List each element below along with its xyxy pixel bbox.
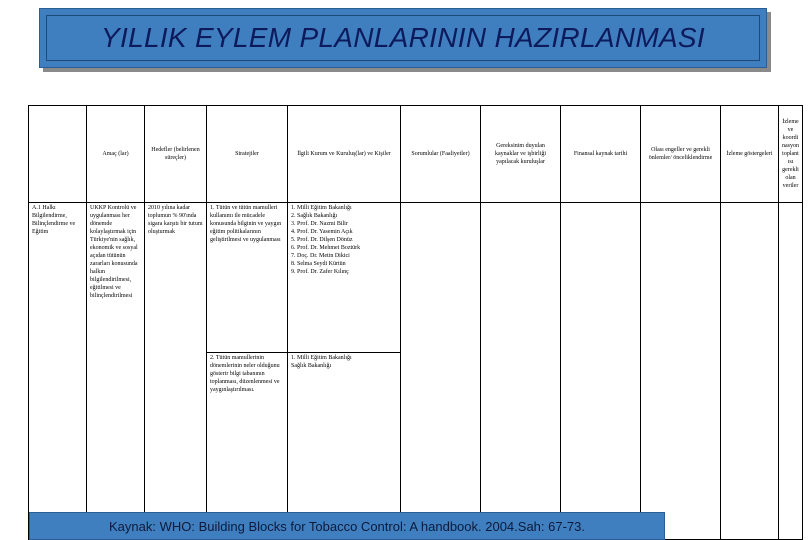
cell-area: A.1 Halkı Bilgilendirme, Bilinçlendirme ve Eğitim [29, 203, 87, 540]
title-frame [46, 15, 760, 61]
header-cell-strategies: Stratejiler [207, 106, 288, 203]
header-cell-institutions: İlgili Kurum ve Kuruluş(lar) ve Kişiler [288, 106, 401, 203]
page-title: YILLIK EYLEM PLANLARININ HAZIRLANMASI [101, 22, 705, 53]
source-citation: Kaynak: WHO: Building Blocks for Tobacco Control: A handbook. 2004.Sah: 67-73. [109, 518, 585, 534]
action-plan-table [28, 105, 803, 540]
cell-indicators [721, 203, 779, 540]
header-cell-resources: Gereksinim duyulan kaynaklar ve işbirliği yapılacak kuruluşlar [481, 106, 561, 203]
cell-meeting-data [779, 203, 803, 540]
table-row [29, 203, 803, 353]
cell-strategy-1: 1. Tütün ve tütün mamulleri kullanımı ile mücadele konusunda bilginin ve yaygın eğitim politikalarının geliştirilmesi ve uygulanması [207, 203, 288, 353]
header-cell-goals: Amaç (lar) [87, 106, 145, 203]
header-cell-finance-date: Finansal kaynak tarihi [561, 106, 641, 203]
header-cell-responsibles: Sorumlular (Faaliyetler) [401, 106, 481, 203]
header-cell-meeting-data: İzleme ve koordinasyon toplantısı gerekli olan veriler [779, 106, 803, 203]
cell-resources [481, 203, 561, 540]
cell-target: 2010 yılına kadar toplumun % 90'ında sigara karşıtı bir tutum oluşturmak [145, 203, 207, 540]
header-cell-targets: Hedefler (belirlenen süreçler) [145, 106, 207, 203]
source-footer [29, 512, 665, 540]
header-cell-area [29, 106, 87, 203]
cell-finance-date [561, 203, 641, 540]
cell-responsibles [401, 203, 481, 540]
cell-strategy-2: 2. Tütün mamullerinin dönemlerinin neler olduğunu gösterir bilgi tabanının toplanması, düzenlenmesi ve yaygınlaştırılması. [207, 353, 288, 540]
cell-institutions-2: 1. Milli Eğitim Bakanlığı Sağlık Bakanlığı [288, 353, 401, 540]
header-cell-obstacles: Olası engeller ve gerekli önlemler/ önceliklendirme [641, 106, 721, 203]
cell-obstacles [641, 203, 721, 540]
title-banner [39, 8, 767, 68]
table-header-row [29, 106, 803, 203]
header-cell-indicators: İzleme göstergeleri [721, 106, 779, 203]
cell-goal: UKKP Kontrolü ve uygulanması her dönemde kolaylaştırmak için Türkiye'nin sağlık, ekonomik ve sosyal açıdan tütünün zararları konusunda halkın bilgilendirilmesi, eğitilmesi ve bilinçlendirilmesi [87, 203, 145, 540]
cell-institutions-1: 1. Milli Eğitim Bakanlığı 2. Sağlık Bakanlığı 3. Prof. Dr. Nazmi Bilir 4. Prof. Dr. Yasemin Açık 5. Prof. Dr. Dilşen Dönüz 6. Prof. Dr. Mehmet Boztürk 7. Doç. Dr. Metin Dikici 8. Selma Seydi Kürtün 9. Prof. Dr. Zafer Kılınç [288, 203, 401, 353]
